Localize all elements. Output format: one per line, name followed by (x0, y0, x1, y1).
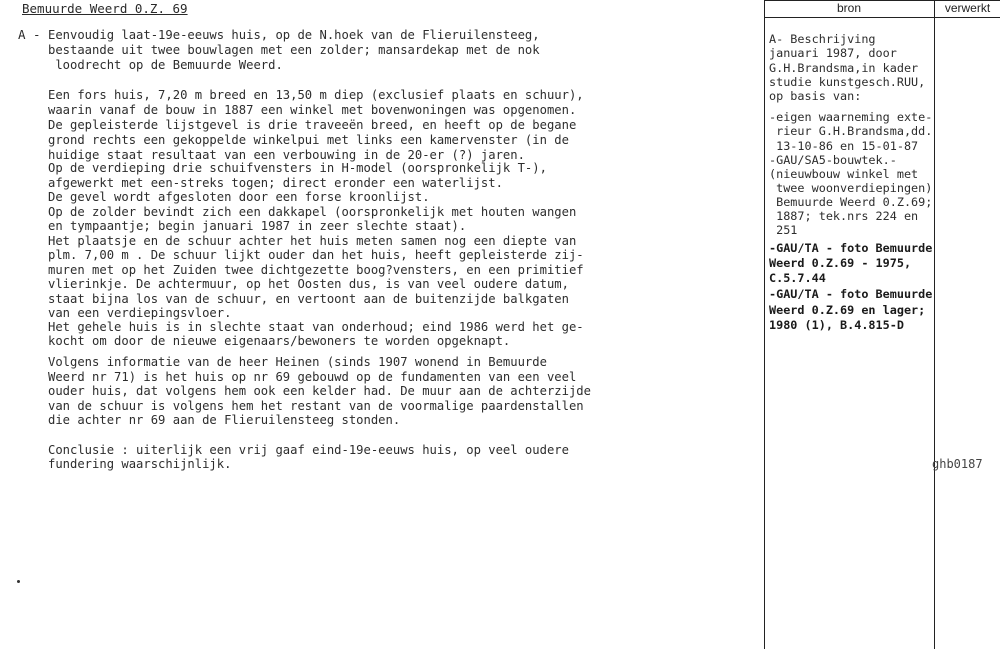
text-line: Een fors huis, 7,20 m breed en 13,50 m diep (exclusief plaats en schuur), (48, 88, 584, 102)
bron-line: 251 (769, 223, 798, 237)
bron-line: Bemuurde Weerd 0.Z.69; (769, 195, 933, 209)
text-line: Weerd nr 71) is het huis op nr 69 gebouwd op de fundamenten van een veel (48, 370, 577, 384)
text-line: Het gehele huis is in slechte staat van onderhoud; eind 1986 werd het ge- (48, 320, 584, 334)
bron-line-bold: Weerd 0.Z.69 en lager; (769, 303, 926, 317)
text-line: bestaande uit twee bouwlagen met een zolder; mansardekap met de nok (48, 43, 540, 57)
text-line: van een verdiepingsvloer. (48, 306, 232, 320)
text-line: fundering waarschijnlijk. (48, 457, 232, 471)
text-line: waarin vanaf de bouw in 1887 een winkel met bovenwoningen was opgenomen. (48, 103, 577, 117)
text-line: Op de verdieping drie schuifvensters in H-model (oorspronkelijk T-), (48, 161, 547, 175)
column-header-bron: bron (836, 1, 862, 15)
text-line: muren met op het Zuiden twee dichtgezette boog?vensters, en een primitief (48, 263, 584, 277)
column-header-verwerkt: verwerkt (944, 1, 991, 15)
document-code: ghb0187 (932, 457, 983, 471)
text-line: grond rechts een gekoppelde winkelpui met links een kamervenster (in de (48, 133, 569, 147)
text-line: Op de zolder bevindt zich een dakkapel (oorspronkelijk met houten wangen (48, 205, 577, 219)
text-line: plm. 7,00 m . De schuur lijkt ouder dan het huis, heeft gepleisterde zij- (48, 248, 584, 262)
text-line: staat bijna los van de schuur, en vertoont aan de buitenzijde balkgaten (48, 292, 569, 306)
bron-line: op basis van: (769, 89, 862, 103)
text-line: loodrecht op de Bemuurde Weerd. (48, 58, 283, 72)
text-line: De gepleisterde lijstgevel is drie traveeën breed, en heeft op de begane (48, 118, 577, 132)
table-border-middle (934, 0, 935, 649)
bron-line: 1887; tek.nrs 224 en (769, 209, 919, 223)
bron-line: januari 1987, door (769, 46, 897, 60)
text-line: en tympaantje; begin januari 1987 in zeer slechte staat). (48, 219, 467, 233)
bron-line: G.H.Brandsma,in kader (769, 61, 919, 75)
text-line: De gevel wordt afgesloten door een forse kroonlijst. (48, 190, 430, 204)
text-line: van de schuur is volgens hem het restant van de voormalige paardenstallen (48, 399, 584, 413)
bron-line: -eigen waarneming exte- (769, 110, 933, 124)
bron-line-bold: Weerd 0.Z.69 - 1975, (769, 256, 912, 270)
bron-line-bold: C.5.7.44 (769, 271, 826, 285)
text-line: huidige staat resultaat van een verbouwing in de 20-er (?) jaren. (48, 148, 525, 162)
text-line: ouder huis, dat volgens hem ook een kelder had. De muur aan de achterzijde (48, 384, 591, 398)
bron-line: rieur G.H.Brandsma,dd. (769, 124, 933, 138)
text-line: afgewerkt met een-streks togen; direct eronder een waterlijst. (48, 176, 503, 190)
text-line: Het plaatsje en de schuur achter het huis meten samen nog een diepte van (48, 234, 577, 248)
text-line: die achter nr 69 aan de Flieruilensteeg stonden. (48, 413, 401, 427)
bron-line-bold: 1980 (1), B.4.815-D (769, 318, 904, 332)
section-marker: A - (18, 27, 41, 42)
text-line: kocht om door de nieuwe eigenaars/bewoners te worden opgeknapt. (48, 334, 511, 348)
text-line: Volgens informatie van de heer Heinen (sinds 1907 wonend in Bemuurde (48, 355, 547, 369)
table-border-left (764, 0, 765, 649)
document-title: Bemuurde Weerd 0.Z. 69 (22, 1, 188, 16)
text-line: vlierinkje. De achtermuur, op het Oosten dus, is van veel oudere datum, (48, 277, 569, 291)
table-header-divider (764, 17, 1000, 18)
bron-line: 13-10-86 en 15-01-87 (769, 139, 919, 153)
bron-line: studie kunstgesch.RUU, (769, 75, 926, 89)
text-line: Conclusie : uiterlijk een vrij gaaf eind-19e-eeuws huis, op veel oudere (48, 443, 569, 457)
bron-line: A- Beschrijving (769, 32, 876, 46)
bron-line-bold: -GAU/TA - foto Bemuurde (769, 287, 933, 301)
bron-line: twee woonverdiepingen) (769, 181, 933, 195)
bron-line: -GAU/SA5-bouwtek.- (769, 153, 897, 167)
stray-mark (17, 580, 20, 583)
text-line: Eenvoudig laat-19e-eeuws huis, op de N.hoek van de Flieruilensteeg, (48, 28, 540, 42)
bron-line-bold: -GAU/TA - foto Bemuurde (769, 241, 933, 255)
bron-line: (nieuwbouw winkel met (769, 167, 919, 181)
